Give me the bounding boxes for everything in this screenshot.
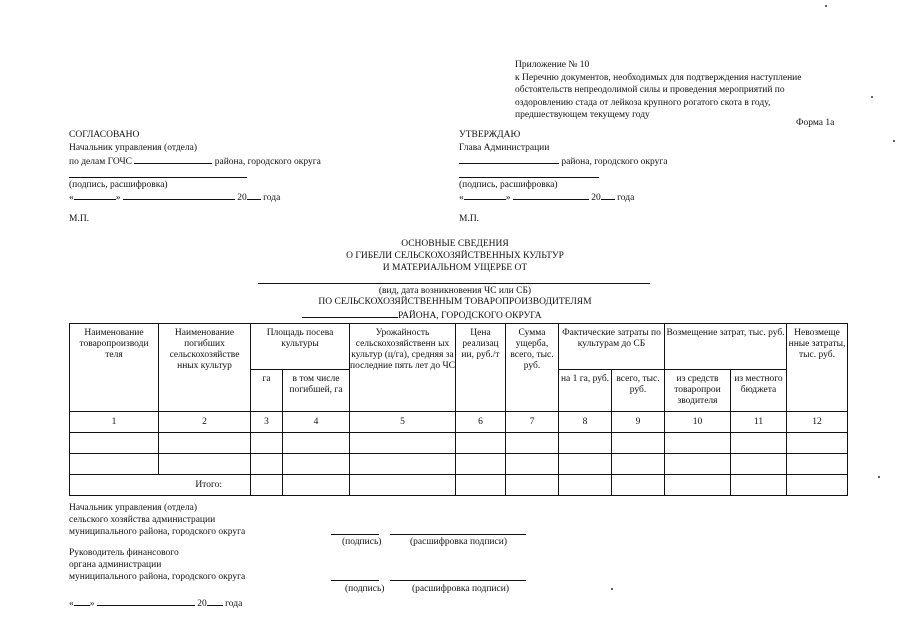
- signer2-position: Руководитель финансового: [69, 548, 179, 558]
- signer2-position: муниципального района, городского округа: [69, 572, 246, 582]
- header-producer: Наименование товаропроизводи теля: [70, 324, 159, 412]
- approval-date: [459, 191, 634, 205]
- date-quote-open: «: [69, 193, 74, 203]
- column-number: 12: [787, 412, 848, 433]
- scan-speck: [825, 5, 827, 7]
- column-number: 3: [251, 412, 283, 433]
- column-number: 5: [350, 412, 456, 433]
- date-quote-open: «: [459, 193, 464, 203]
- signature-line: [69, 177, 247, 178]
- stamp-place: М.П.: [459, 214, 480, 224]
- blank-line: [601, 191, 615, 200]
- heading-line: ПО СЕЛЬСКОХОЗЯЙСТВЕННЫМ ТОВАРОПРОИЗВОДИТЕЛЯМ: [318, 297, 592, 307]
- signature-line: [331, 534, 379, 535]
- table-row: [70, 454, 848, 475]
- scan-speck: [871, 96, 873, 98]
- signature-line: [459, 177, 599, 178]
- scan-speck: [893, 140, 895, 142]
- signature-line: [331, 580, 379, 581]
- form-label: Форма 1а: [796, 118, 835, 128]
- heading-line: ОСНОВНЫЕ СВЕДЕНИЯ: [401, 239, 509, 249]
- signer2-position: органа администрации: [69, 560, 162, 570]
- header-area-lost: в том числе погибшей, га: [283, 370, 350, 412]
- heading-line: О ГИБЕЛИ СЕЛЬСКОХОЗЯЙСТВЕННЫХ КУЛЬТУР: [346, 251, 564, 261]
- district-suffix: района, городского округа: [561, 157, 668, 167]
- date-year: 20: [237, 193, 247, 203]
- date-quote-close: »: [505, 193, 511, 203]
- header-costs-total: всего, тыс. руб.: [612, 370, 665, 412]
- column-number: 6: [456, 412, 506, 433]
- department-prefix: по делам ГОЧС: [69, 157, 132, 167]
- header-price: Цена реализац ии, руб./т: [456, 324, 506, 412]
- date-suffix: года: [617, 193, 635, 203]
- heading-line: И МАТЕРИАЛЬНОМ УЩЕРБЕ ОТ: [382, 263, 528, 273]
- date-year: 20: [591, 193, 601, 203]
- blank-line: [459, 155, 559, 164]
- blank-line: [74, 191, 116, 200]
- column-number: 11: [731, 412, 787, 433]
- event-blank-line: [258, 283, 650, 284]
- signature-caption: (подпись, расшифровка): [459, 180, 558, 190]
- date-suffix: года: [263, 193, 281, 203]
- district-text: РАЙОНА, ГОРОДСКОГО ОКРУГА: [398, 311, 542, 321]
- total-label: Итого:: [70, 475, 251, 496]
- date-suffix: года: [225, 599, 243, 609]
- approver-position: Глава Администрации: [459, 143, 550, 153]
- column-number: 2: [159, 412, 251, 433]
- date-year: 20: [197, 599, 207, 609]
- signature-caption: (подпись): [345, 584, 385, 594]
- event-caption: (вид, дата возникновения ЧС или СБ): [378, 286, 532, 296]
- appendix-note: [515, 59, 845, 122]
- department-suffix: района, городского округа: [214, 157, 321, 167]
- approver-department: [69, 155, 321, 169]
- header-crops: Наименование погибших сельскохозяйстве нных культур: [159, 324, 251, 412]
- column-number: 9: [612, 412, 665, 433]
- header-yield: Урожайность сельскохозяйственн ых культур (ц/га), средняя за последние пять лет до ЧС: [350, 324, 456, 412]
- approve-title: УТВЕРЖДАЮ: [459, 130, 521, 140]
- appendix-text-line: к Перечню документов, необходимых для подтверждения наступление: [515, 72, 802, 83]
- column-number: 7: [506, 412, 559, 433]
- header-reimbursement: Возмещение затрат, тыс. руб.: [665, 324, 787, 370]
- heading-district: [302, 309, 542, 323]
- signature-caption: (подпись, расшифровка): [69, 180, 168, 190]
- header-nonreimbursed: Невозмеще нные затраты, тыс. руб.: [787, 324, 848, 412]
- signature-decode-line: [390, 534, 526, 535]
- signature-caption: (подпись): [342, 537, 382, 547]
- approver-position: Начальник управления (отдела): [69, 143, 198, 153]
- signer1-position: Начальник управления (отдела): [69, 503, 198, 513]
- signer1-position: сельского хозяйства администрации: [69, 515, 216, 525]
- appendix-text-line: оздоровлению стада от лейкоза крупного рогатого скота в году,: [515, 97, 771, 108]
- scan-speck: [611, 588, 613, 590]
- signature-decode-line: [390, 580, 526, 581]
- column-number: 10: [665, 412, 731, 433]
- date-quote-close: »: [89, 599, 95, 609]
- column-number-row: [70, 412, 848, 433]
- blank-line: [464, 191, 506, 200]
- blank-line: [97, 597, 195, 606]
- blank-line: [247, 191, 261, 200]
- signature-decode-caption: (расшифровка подписи): [410, 537, 507, 547]
- appendix-text-line: предшествующем текущему году: [515, 110, 650, 121]
- blank-line: [207, 597, 223, 606]
- blank-line: [74, 597, 90, 606]
- damage-table: [69, 323, 848, 496]
- appendix-text-line: обстоятельств непреодолимой силы и проведения мероприятий по: [515, 85, 785, 96]
- header-reimb-local: из местного бюджета: [731, 370, 787, 412]
- header-area: Площадь посева культуры: [251, 324, 350, 370]
- table-row: [70, 433, 848, 454]
- column-number: 4: [283, 412, 350, 433]
- header-reimb-own: из средств товаропрои зводителя: [665, 370, 731, 412]
- table-header-row: [70, 324, 848, 370]
- footer-date: [69, 597, 242, 611]
- appendix-number: Приложение № 10: [515, 60, 590, 70]
- approved-title: СОГЛАСОВАНО: [69, 130, 140, 140]
- approval-date: [69, 191, 280, 205]
- date-quote-close: »: [115, 193, 121, 203]
- blank-line: [513, 191, 589, 200]
- blank-line: [123, 191, 235, 200]
- table-total-row: [70, 475, 848, 496]
- scan-speck: [878, 476, 880, 478]
- header-costs: Фактические затраты по культурам до СБ: [559, 324, 665, 370]
- header-area-ha: га: [251, 370, 283, 412]
- signature-decode-caption: (расшифровка подписи): [412, 584, 509, 594]
- blank-line: [302, 309, 398, 318]
- column-number: 1: [70, 412, 159, 433]
- header-damage: Сумма ущерба, всего, тыс. руб.: [506, 324, 559, 412]
- header-costs-per-ha: на 1 га, руб.: [559, 370, 612, 412]
- blank-line: [134, 155, 212, 164]
- stamp-place: М.П.: [69, 214, 90, 224]
- column-number: 8: [559, 412, 612, 433]
- approver-district: [459, 155, 667, 169]
- signer1-position: муниципального района, городского округа: [69, 527, 246, 537]
- date-quote-open: «: [69, 599, 74, 609]
